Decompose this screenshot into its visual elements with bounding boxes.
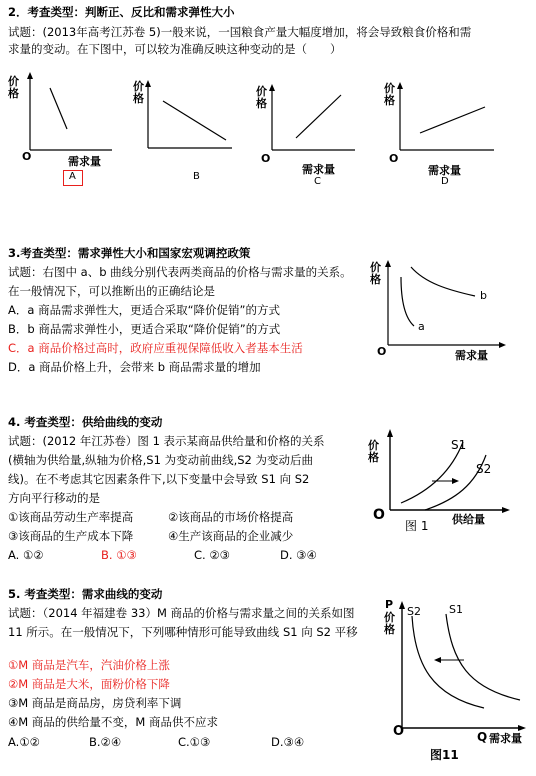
q1-graph-d-label: D [441, 176, 449, 187]
q3-line4: 方向平行移动的是 [8, 491, 100, 505]
q4-graph-s2-label: S2 [407, 605, 421, 618]
q2-option-d: D．a 商品价格上升，会带来 b 商品需求量的增加 [8, 360, 261, 374]
q2-line1: 试题：右图中 a、b 曲线分别代表两类商品的价格与需求量的关系。 [8, 265, 352, 279]
q3-option-3: ③该商品的生产成本下降 [8, 529, 134, 543]
q1-graph-d-price-label: 价格 [384, 82, 395, 107]
q1-graph-b-price-label: 价格 [133, 80, 144, 105]
q1-question-line2: 求量的变动。在下图中，可以较为准确反映这种变动的是（ ） [8, 42, 342, 56]
q3-graph-origin: O [373, 507, 385, 523]
q3-graph-s1-label: S1 [451, 438, 467, 452]
q2-graph-a-label: a [418, 320, 425, 333]
q3-option-1: ①该商品劳动生产率提高 [8, 510, 134, 524]
q4-graph-price-label: 价格 [384, 611, 395, 636]
q2-option-b: B．b 商品需求弹性小，更适合采取“降价促销”的方式 [8, 322, 281, 336]
q3-option-4: ④生产该商品的企业减少 [168, 529, 294, 543]
q4-graph-p-label: P [385, 598, 394, 611]
q4-option-1: ①M 商品是汽车，汽油价格上涨 [8, 658, 170, 672]
q1-graph-c-origin: O [261, 152, 271, 165]
q4-heading: 5. 考查类型：需求曲线的变动 [8, 587, 163, 601]
q4-graph-origin: O [393, 724, 405, 739]
q1-graph-c-demand-label: 需求量 [302, 163, 335, 176]
q4-graph-caption: 图11 [430, 748, 459, 762]
q4-answer-c: C.①③ [178, 735, 211, 749]
q1-graph-d-demand-label: 需求量 [428, 164, 461, 177]
q4-graph-s1-label: S1 [449, 603, 463, 616]
q4-line1: 试题：（2014 年福建卷 33）M 商品的价格与需求量之间的关系如图 [8, 606, 355, 620]
q4-answer-b: B.②④ [89, 735, 122, 749]
q4-line2: 11 所示。在一般情况下，下列哪种情形可能导致曲线 S1 向 S2 平移 [8, 625, 358, 639]
q2-line2: 在一般情况下，可以推断出的正确结论是 [8, 284, 215, 298]
q4-graph-q-label: Q [477, 730, 488, 744]
q2-graph-origin: O [377, 345, 387, 358]
q1-graph-b-label: B [193, 171, 200, 182]
q1-graph-c-price-label: 价格 [256, 85, 267, 110]
q3-graph-caption: 图 1 [405, 519, 429, 533]
q1-graph-a-price-label: 价格 [8, 75, 19, 100]
q2-graph-demand-label: 需求量 [455, 349, 488, 362]
q3-answer-b: B. ①③ [101, 548, 137, 562]
q2-option-c: C．a 商品价格过高时，政府应重视保障低收入者基本生活 [8, 341, 303, 355]
q3-graph-s2-label: S2 [476, 462, 492, 476]
q4-option-4: ④M 商品的供给量不变，M 商品供不应求 [8, 715, 218, 729]
q1-graph-c-label: C [314, 176, 321, 187]
q1-heading: 2．考查类型：判断正、反比和需求弹性大小 [8, 5, 235, 19]
q4-answer-d: D.③④ [271, 735, 305, 749]
q3-option-2: ②该商品的市场价格提高 [168, 510, 294, 524]
q4-curve-s1 [446, 614, 520, 700]
q2-heading: 3.考查类型：需求弹性大小和国家宏观调控政策 [8, 246, 251, 260]
q1-graph-a-label: A [69, 171, 76, 182]
q3-answer-d: D. ③④ [280, 548, 317, 562]
q2-option-a: A．a 商品需求弹性大，更适合采取“降价促销”的方式 [8, 303, 280, 317]
q1-graph-a-origin: O [22, 150, 32, 163]
q2-graph-b-label: b [480, 289, 487, 302]
q1-graph-a-demand-label: 需求量 [68, 155, 101, 168]
q4-option-3: ③M 商品是商品房，房贷利率下调 [8, 696, 182, 710]
q3-line3: 线)。在不考虑其它因素条件下,以下变量中会导致 S1 向 S2 [8, 472, 310, 486]
q3-heading: 4. 考查类型：供给曲线的变动 [8, 415, 163, 429]
q4-option-2: ②M 商品是大米，面粉价格下降 [8, 677, 170, 691]
q1-question-line1: 试题：(2013年高考江苏卷 5)一般来说，一国粮食产量大幅度增加，将会导致粮食价格和需 [8, 25, 472, 39]
q3-answer-c: C. ②③ [194, 548, 230, 562]
q4-graph-demand-label: 需求量 [489, 732, 522, 745]
q3-graph-supply-label: 供给量 [452, 513, 485, 526]
q3-line1: 试题：(2012 年江苏卷）图 1 表示某商品供给量和价格的关系 [8, 434, 325, 448]
q3-line2: (横轴为供给量,纵轴为价格,S1 为变动前曲线,S2 为变动后曲 [8, 453, 313, 467]
q1-graph-d-origin: O [389, 152, 399, 165]
q4-answer-a: A.①② [8, 735, 40, 749]
q2-graph-price-label: 价格 [370, 261, 381, 286]
q3-graph-price-label: 价格 [368, 439, 379, 464]
q3-answer-a: A. ①② [8, 548, 44, 562]
